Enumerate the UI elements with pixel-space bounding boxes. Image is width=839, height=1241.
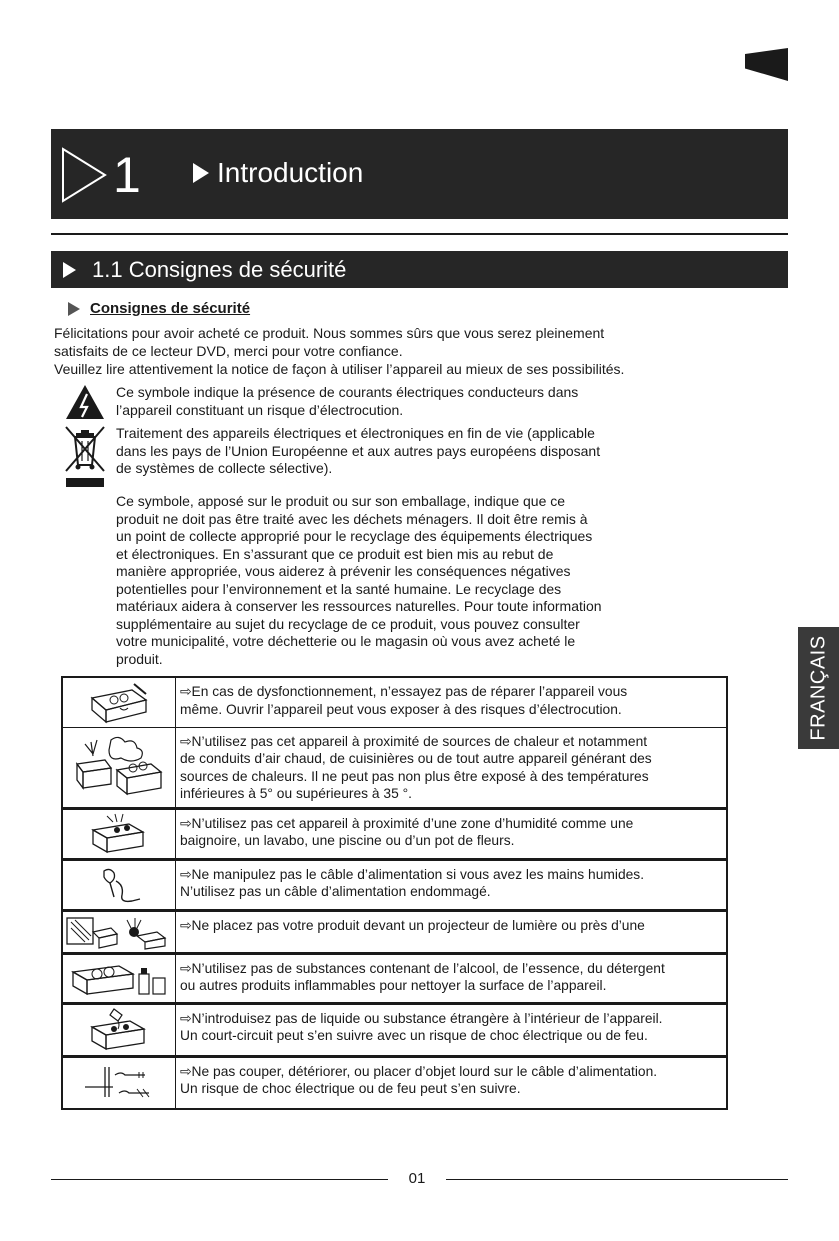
chapter-number: 1	[113, 147, 141, 203]
warning-illustration	[62, 953, 176, 1003]
section-title: 1.1 Consignes de sécurité	[92, 256, 347, 282]
warning-line: Un court-circuit peut s’en suivre avec un risque de choc électrique ou de feu.	[180, 1028, 648, 1043]
table-row	[62, 953, 727, 1003]
intro-paragraph	[54, 324, 754, 378]
shock-text-line: l’appareil constituant un risque d’électrocution.	[116, 401, 404, 418]
shock-text-line: Ce symbole indique la présence de courants électriques conducteurs dans	[116, 384, 579, 400]
table-row	[62, 859, 727, 910]
weee-detail	[54, 493, 716, 668]
weee-symbol-row	[54, 425, 676, 489]
table-row	[62, 677, 727, 727]
weee-detail-line: votre municipalité, votre déchetterie ou le magasin où vous avez acheté le	[116, 633, 576, 649]
subheading-title: Consignes de sécurité	[90, 300, 251, 317]
intro-line: Félicitations pour avoir acheté ce produit. Nous sommes sûrs que vous serez pleinement	[54, 325, 605, 341]
no-repair-icon	[84, 680, 154, 724]
flammable-cleaner-icon	[67, 958, 171, 998]
warning-text	[176, 1003, 728, 1056]
weee-detail-line: produit.	[116, 650, 163, 667]
warning-line: ⇨Ne placez pas votre produit devant un projecteur de lumière ou près d’une	[180, 917, 645, 933]
table-row	[62, 1003, 727, 1056]
shock-symbol-row	[54, 384, 676, 420]
humidity-icon	[85, 812, 153, 856]
footer-rule-right	[446, 1179, 788, 1180]
table-row	[62, 727, 727, 808]
language-label: FRANÇAIS	[807, 635, 829, 741]
warning-line: sources de chaleurs. Il ne peut pas non plus être exposé à des températures	[180, 768, 649, 784]
footer-rule-left	[51, 1179, 388, 1180]
warning-line: ou autres produits inflammables pour nettoyer la surface de l’appareil.	[180, 978, 607, 993]
weee-detail-line: produit ne doit pas être traité avec les déchets ménagers. Il doit être remis à	[116, 510, 588, 527]
corner-tab	[745, 48, 788, 81]
warning-text	[176, 1056, 728, 1109]
warnings-table	[61, 676, 728, 1110]
weee-detail-line: manière appropriée, vous aiderez à prévenir les conséquences négatives	[116, 563, 571, 579]
subheading	[68, 300, 250, 317]
warning-line: ⇨En cas de dysfonctionnement, n’essayez pas de réparer l’appareil vous	[180, 684, 628, 699]
warning-line: inférieures à 5° ou supérieures à 35 °.	[180, 786, 412, 801]
warning-line: ⇨N’utilisez pas de substances contenant de l’alcool, de l’essence, du détergent	[180, 960, 665, 976]
warning-line: Un risque de choc électrique ou de feu peut s’en suivre.	[180, 1081, 521, 1096]
electric-shock-warning-icon	[65, 384, 105, 420]
warning-line: ⇨N’introduisez pas de liquide ou substance étrangère à l’intérieur de l’appareil.	[180, 1010, 663, 1026]
wet-hands-cable-icon	[94, 865, 144, 905]
chapter-triangle-icon	[61, 147, 109, 203]
warning-illustration	[62, 1003, 176, 1056]
weee-detail-line: Ce symbole, apposé sur le produit ou sur son emballage, indique que ce	[116, 493, 566, 509]
play-arrow-icon	[63, 262, 76, 278]
crossed-out-bin-icon	[64, 425, 106, 489]
warning-line: baignoire, un lavabo, une piscine ou d’un pot de fleurs.	[180, 833, 515, 848]
intro-line: satisfaits de ce lecteur DVD, merci pour votre confiance.	[54, 343, 403, 359]
warning-illustration	[62, 859, 176, 910]
weee-text-line: de systèmes de collecte sélective).	[116, 460, 333, 476]
spotlight-icon	[65, 914, 173, 950]
warning-text	[176, 808, 728, 859]
warning-text	[176, 677, 728, 727]
weee-text-line: dans les pays de l’Union Européenne et aux autres pays européens disposant	[116, 442, 601, 459]
table-row	[62, 910, 727, 953]
divider	[51, 233, 788, 235]
table-row	[62, 1056, 727, 1109]
section-header	[51, 251, 788, 288]
weee-detail-line: et électroniques. En s’assurant que ce produit est bien mis au rebut de	[116, 545, 554, 562]
warning-line: ⇨N’utilisez pas cet appareil à proximité de sources de chaleur et notamment	[180, 733, 648, 749]
weee-detail-line: matériaux aidera à conserver les ressources naturelles. Pour toute information	[116, 598, 602, 614]
weee-detail-line: un point de collecte approprié pour le recyclage des équipements électriques	[116, 528, 593, 544]
weee-detail-line: potentielles pour l’environnement et la santé humaine. Le recyclage des	[116, 580, 562, 597]
warning-illustration	[62, 727, 176, 808]
warning-line: ⇨N’utilisez pas cet appareil à proximité d’une zone d’humidité comme une	[180, 815, 634, 831]
weee-detail-line: supplémentaire au sujet du recyclage de ce produit, vous pouvez consulter	[116, 615, 580, 632]
chapter-banner	[51, 129, 788, 219]
warning-line: ⇨Ne pas couper, détériorer, ou placer d’objet lourd sur le câble d’alimentation.	[180, 1063, 658, 1079]
warning-text	[176, 859, 728, 910]
weee-text-line: Traitement des appareils électriques et électroniques en fin de vie (applicable	[116, 425, 595, 441]
warning-line: ⇨Ne manipulez pas le câble d’alimentation si vous avez les mains humides.	[180, 866, 645, 882]
warning-line: N’utilisez pas un câble d’alimentation endommagé.	[180, 884, 491, 899]
chapter-title: Introduction	[217, 157, 364, 188]
play-arrow-icon	[193, 163, 209, 183]
warning-text	[176, 910, 728, 953]
warning-line: même. Ouvrir l’appareil peut vous exposer à des risques d’électrocution.	[180, 701, 622, 717]
liquid-inside-icon	[84, 1007, 154, 1053]
language-tab	[798, 627, 839, 749]
table-row	[62, 808, 727, 859]
warning-illustration	[62, 677, 176, 727]
warning-line: de conduits d’air chaud, de cuisinières ou de tout autre appareil générant des	[180, 751, 652, 766]
page-number: 01	[408, 1170, 426, 1187]
warning-illustration	[62, 1056, 176, 1109]
intro-line: Veuillez lire attentivement la notice de façon à utiliser l’appareil au mieux de ses possibilités.	[54, 361, 625, 377]
warning-illustration	[62, 910, 176, 953]
damaged-cable-icon	[79, 1065, 159, 1101]
warning-illustration	[62, 808, 176, 859]
play-arrow-icon	[68, 302, 80, 316]
warning-text	[176, 953, 728, 1003]
warning-text	[176, 727, 728, 808]
heat-source-icon	[71, 734, 167, 800]
